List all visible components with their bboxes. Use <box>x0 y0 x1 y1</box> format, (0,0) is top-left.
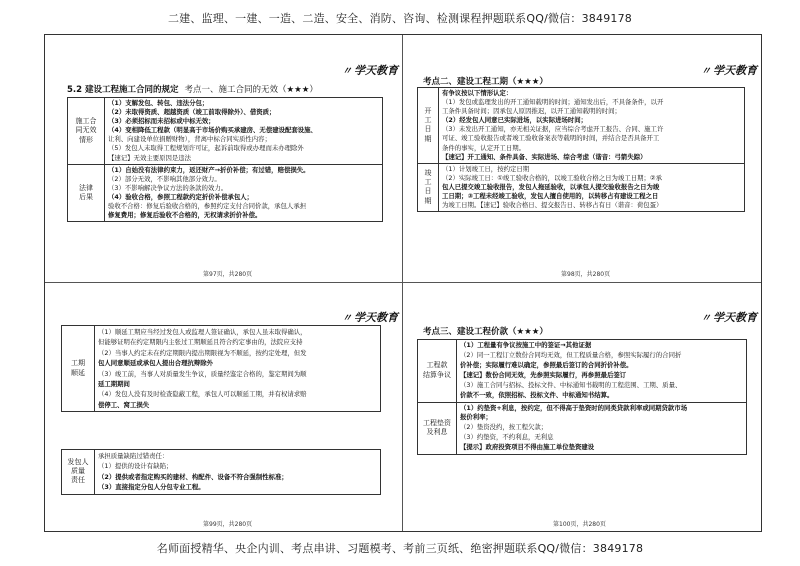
page-98 <box>403 35 761 282</box>
row-label: 发包人 质量 责任 <box>62 450 95 495</box>
contract-invalid-table <box>67 97 383 222</box>
table-row <box>418 163 745 211</box>
page-99 <box>45 283 402 531</box>
page-number: 第100页，共280页 <box>553 521 606 528</box>
brand-logo: 〃 学天教育 <box>701 311 757 324</box>
row-label: 施工合 同无效 情形 <box>68 98 105 165</box>
row-content: （1）计划竣工日，按约定日期 （2）实际竣工日：①竣工验收合格的，以竣工验收合格之日为竣工日期；②承 包人已提交竣工验收报告，发包人拖延验收，以承包人提交验收报告之日为竣 工日期；③工程未经竣工验收，发包人擅自使用的，以转移占有建设工程之日 为竣工日期。【速记】验收合格日、提交报告日、转移占有日（谐音：荷包蛋） <box>439 163 745 211</box>
row-content: （1）自始没有法律约束力，返还财产→折价补偿；有过错，赔偿损失。 （2）部分无效，不影响其他部分效力。 （3）不影响解决争议方法的条款的效力。 （4）验收合格，参照工程款约定折价补偿承包人； 验收不合格：修复后验收合格的，参照约定支付合同价款，承包人承担 修复费用；修复后验收不合格的，无权请求折价补偿。 <box>105 164 383 222</box>
table-row <box>62 326 381 412</box>
row-content: （1）支解发包、转包、违法分包； （2）未取得资质、超越资质（竣工前取得除外）、借资质； （3）必须招标而未招标或中标无效； （4）变相降低工程款（明显高于市场价购买承建房、无偿建设配套设施、 让利、向建设单位捐赠财物），背离中标合同实质性内容； （5）发包人未取得工程规划许可证，起诉前取得或办理而未办理除外 【速记】无效主要原因是违法 <box>105 98 383 165</box>
row-label: 法律 后果 <box>68 164 105 222</box>
row-content: 承担质量缺陷过错责任： （1）提供的设计有缺陷； （2）提供或者指定购买的建材、构配件、设备不符合强制性标准； （3）直接指定分包人分包专业工程。 <box>95 450 381 495</box>
row-content: （1）工程量有争议按施工中的签证→其他证据 （2）同一工程订立数份合同均无效，但工程质量合格，参照实际履行的合同折 价补偿；实际履行难以确定，参照最后签订的合同折价补偿。 【速记】数份合同无效，先参照实际履行，再参照最后签订 （3）施工合同与招标、投标文件、中标通知书载明的工程范围、工期、质量、 价款不一致，依照招标、投标文件、中标通知书结算。 <box>457 340 747 403</box>
brand-mark-icon: 〃 <box>342 66 352 77</box>
page-number: 第98页，共280页 <box>561 271 611 278</box>
brand-logo: 〃 学天教育 <box>342 311 398 324</box>
period-extension-table <box>61 325 381 412</box>
owner-quality-table <box>61 449 381 495</box>
section-title: 5.2 建设工程施工合同的规定 考点一、施工合同的无效（★★★） <box>67 85 318 95</box>
brand-mark-icon: 〃 <box>701 66 711 77</box>
row-label: 竣 工 日 期 <box>418 163 439 211</box>
brand-logo: 〃 学天教育 <box>701 64 757 77</box>
page-number: 第99页，共280页 <box>203 521 253 528</box>
page-100 <box>403 283 761 531</box>
section-title: 考点三、建设工程价款（★★★） <box>423 327 548 337</box>
brand-mark-icon: 〃 <box>701 313 711 324</box>
header-banner: 二建、监理、一建、一造、二造、安全、消防、咨询、检测课程押题联系QQ/微信：3849178 <box>167 12 632 25</box>
section-title: 考点二、建设工程工期（★★★） <box>423 77 548 87</box>
project-price-table <box>417 339 747 455</box>
row-label: 开 工 日 期 <box>418 88 439 164</box>
table-row <box>68 98 383 165</box>
brand-logo: 〃 学天教育 <box>342 64 398 77</box>
row-label: 工程垫资 及利息 <box>418 402 457 455</box>
row-content: （1）顺延工期应当经过发包人或监理人签证确认，承包人虽未取得确认， 但能够证明在约定期限内主张过工期顺延且符合约定事由的，法院应支持 （2）当事人约定未在约定期限内提出期限视为不顺延，按约定处理，但发 包人同意顺延或承包人提出合理抗辩除外 （3）竣工前，当事人对质量发生争议，质量经鉴定合格的，鉴定期间为顺 延工期期间 （4）发包人没有及时检查隐蔽工程，承包人可以顺延工期，并有权请求赔 偿停工、窝工损失 <box>95 326 381 412</box>
table-row <box>68 164 383 222</box>
construction-period-table <box>417 87 745 212</box>
page-number: 第97页，共280页 <box>203 271 253 278</box>
row-label: 工程款 结算争议 <box>418 340 457 403</box>
table-row <box>418 340 747 403</box>
table-row <box>418 402 747 455</box>
table-row <box>418 88 745 164</box>
brand-mark-icon: 〃 <box>342 313 352 324</box>
document-sheet <box>44 34 762 532</box>
table-row <box>62 450 381 495</box>
footer-banner: 名师面授精华、央企内训、考点串讲、习题模考、考前三页纸、绝密押题联系QQ/微信：3849178 <box>156 542 644 555</box>
row-label: 工期 顺延 <box>62 326 95 412</box>
row-content: （1）约垫资+利息，按约定，但不得高于垫资时的同类贷款利率或同期贷款市场 报价利率； （2）垫资没约，按工程欠款； （3）约垫资，不约利息，无利息 【提示】政府投资项目不得由施工单位垫资建设 <box>457 402 747 455</box>
row-content: 有争议按以下情形认定： （1）发包或监理发出的开工通知载明的时间；通知发出后，不具备条件，以开 工条件具备时间；因承包人原因推迟，以开工通知载明的时间； （2）经发包人同意已实际进场，以实际进场时间； （3）未发出开工通知，亦无相关证据，应当综合考虑开工报告、合同、施工许 可证、竣工验收报告或者竣工验收备案表等载明的时间，并结合是否具备开工 条件的事实，认定开工日期。 【速记】开工通知、条件具备、实际进场、综合考虑（谐音：弓箭失踪） <box>439 88 745 164</box>
page-97 <box>45 35 402 282</box>
